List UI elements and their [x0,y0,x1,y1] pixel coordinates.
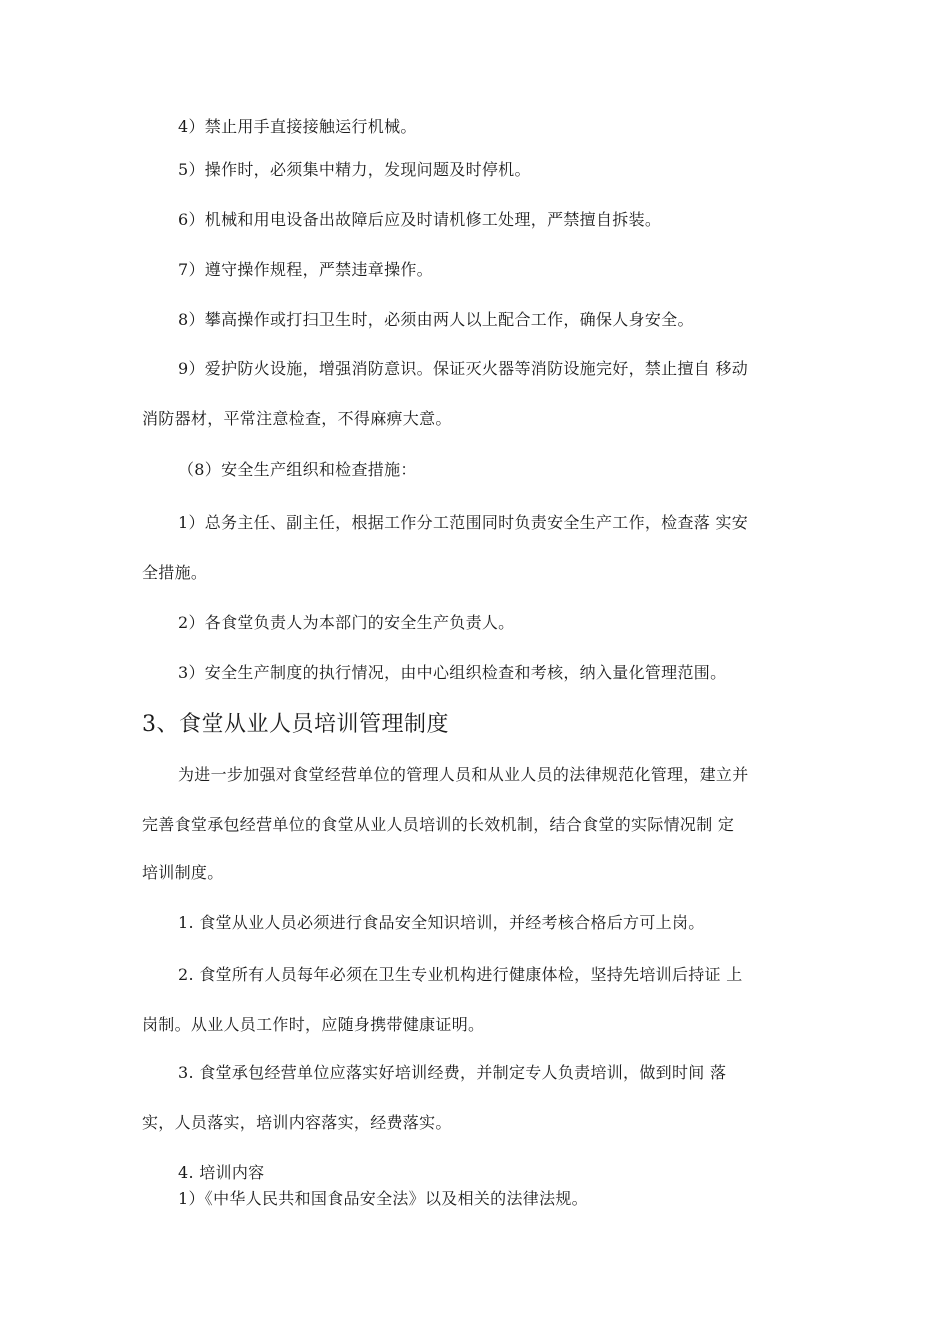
training-item-3-continued: 实，人员落实，培训内容落实，经费落实。 [142,1113,452,1132]
training-item-2-continued: 岗制。从业人员工作时，应随身携带健康证明。 [142,1015,485,1034]
training-item-1: 1. 食堂从业人员必须进行食品安全知识培训，并经考核合格后方可上岗。 [178,913,705,932]
rule-item-9-continued: 消防器材，平常注意检查，不得麻痹大意。 [142,409,452,428]
training-content-item-1: 1）《中华人民共和国食品安全法》以及相关的法律法规。 [178,1189,588,1208]
rule-item-5: 5）操作时，必须集中精力，发现问题及时停机。 [178,160,531,179]
training-item-2: 2. 食堂所有人员每年必须在卫生专业机构进行健康体检，坚持先培训后持证 上 [178,965,743,984]
intro-paragraph-line-2: 完善食堂承包经营单位的食堂从业人员培训的长效机制，结合食堂的实际情况制 定 [142,815,735,834]
subsection-heading: （8）安全生产组织和检查措施： [178,460,417,479]
rule-item-6: 6）机械和用电设备出故障后应及时请机修工处理，严禁擅自拆装。 [178,210,662,229]
intro-paragraph-line-3: 培训制度。 [142,863,224,882]
measure-item-1-continued: 全措施。 [142,563,208,582]
rule-item-8: 8）攀高操作或打扫卫生时，必须由两人以上配合工作，确保人身安全。 [178,310,694,329]
measure-item-2: 2）各食堂负责人为本部门的安全生产负责人。 [178,613,515,632]
measure-item-3: 3）安全生产制度的执行情况，由中心组织检查和考核，纳入量化管理范围。 [178,663,727,682]
rule-item-9: 9）爱护防火设施，增强消防意识。保证灭火器等消防设施完好，禁止擅自 移动 [178,359,749,378]
intro-paragraph-line-1: 为进一步加强对食堂经营单位的管理人员和从业人员的法律规范化管理，建立并 [178,765,749,784]
section-heading: 3、食堂从业人员培训管理制度 [142,712,449,737]
measure-item-1: 1）总务主任、副主任，根据工作分工范围同时负责安全生产工作，检查落 实安 [178,513,749,532]
rule-item-4: 4）禁止用手直接接触运行机械。 [178,117,417,136]
training-item-3: 3. 食堂承包经营单位应落实好培训经费，并制定专人负责培训，做到时间 落 [178,1063,727,1082]
rule-item-7: 7）遵守操作规程，严禁违章操作。 [178,260,433,279]
training-item-4: 4. 培训内容 [178,1163,265,1182]
